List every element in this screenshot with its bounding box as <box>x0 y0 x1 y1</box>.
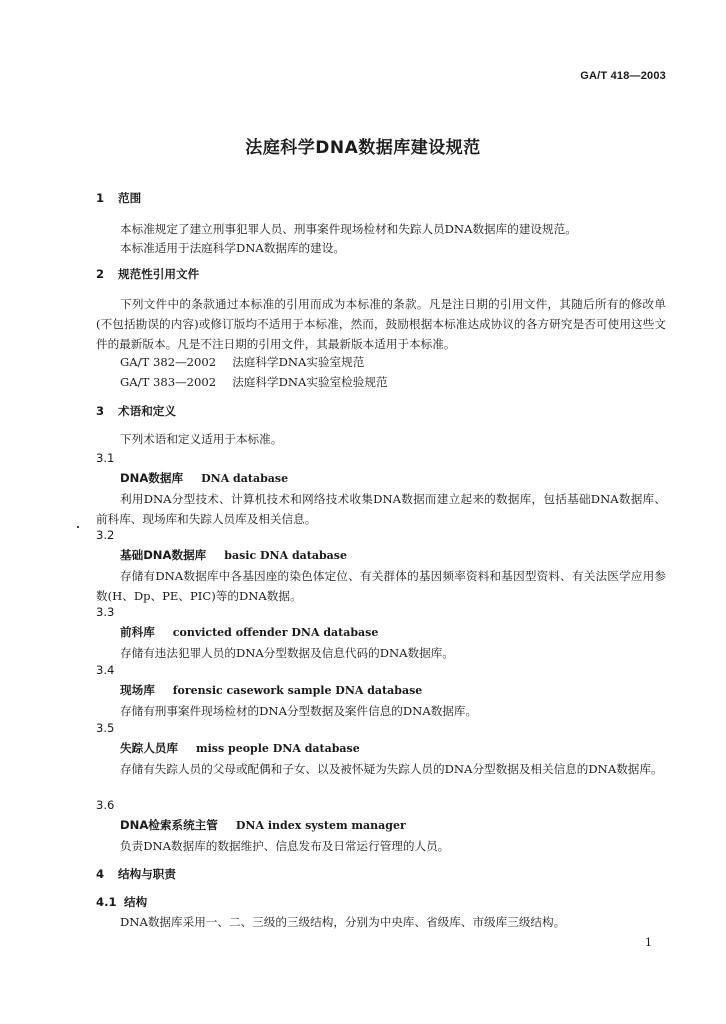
section-number: 2 <box>96 267 105 281</box>
section-number: 1 <box>96 191 105 205</box>
paragraph: 下列文件中的条款通过本标准的引用而成为本标准的条款。凡是注日期的引用文件，其随后所有的修改单(不包括勘误的内容)或修订版均不适用于本标准，然而，鼓励根据本标准达成协议的各方研究是否可使用这些文件的最新版本。凡是不注日期的引用文件，其最新版本适用于本标准。 <box>96 297 666 351</box>
section-title: 结构与职责 <box>118 867 176 881</box>
definition: 存储有刑事案件现场检材的DNA分型数据及案件信息的DNA数据库。 <box>120 704 478 718</box>
clause-number: 3.6 <box>96 798 115 812</box>
reference-item <box>120 374 388 390</box>
section-title: 结构 <box>124 895 148 909</box>
term-en: DNA index system manager <box>235 819 406 832</box>
clause-number: 3.1 <box>96 451 115 465</box>
clause-number: 3.4 <box>96 663 115 677</box>
section-3-heading <box>96 403 176 419</box>
definition: 存储有失踪人员的父母或配偶和子女、以及被怀疑为失踪人员的DNA分型数据及相关信息的DNA数据库。 <box>120 762 663 776</box>
definition: 存储有违法犯罪人员的DNA分型数据及信息代码的DNA数据库。 <box>120 646 454 660</box>
paragraph: 本标准规定了建立刑事犯罪人员、刑事案件现场检材和失踪人员DNA数据库的建设规范。 <box>120 222 577 236</box>
term-en: DNA database <box>201 472 289 485</box>
term-en: forensic casework sample DNA database <box>172 684 423 697</box>
term-cn: 基础DNA数据库 <box>120 548 207 562</box>
term-cn: DNA数据库 <box>120 471 184 485</box>
reference-item <box>120 354 364 370</box>
term-heading <box>120 682 422 698</box>
definition: 利用DNA分型技术、计算机技术和网络技术收集DNA数据而建立起来的数据库，包括基础DNA数据库、前科库、现场库和失踪人员库及相关信息。 <box>96 492 666 526</box>
term-heading <box>120 624 378 640</box>
clause-number: 3.5 <box>96 721 115 735</box>
section-4-heading <box>96 866 176 882</box>
scan-mark <box>77 526 79 528</box>
term-en: convicted offender DNA database <box>172 626 379 639</box>
section-title: 术语和定义 <box>118 404 176 418</box>
reference-code: GA/T 383—2002 <box>120 375 217 389</box>
standard-code: GA/T 418—2003 <box>580 70 666 82</box>
term-en: basic DNA database <box>224 549 347 562</box>
reference-code: GA/T 382—2002 <box>120 355 217 369</box>
section-title: 范围 <box>118 191 142 205</box>
reference-title: 法庭科学DNA实验室检验规范 <box>232 375 388 389</box>
section-title: 规范性引用文件 <box>118 267 200 281</box>
term-cn: 现场库 <box>120 683 155 697</box>
term-cn: 失踪人员库 <box>120 741 178 755</box>
paragraph: DNA数据库采用一、二、三级的三级结构，分别为中央库、省级库、市级库三级结构。 <box>120 915 566 929</box>
term-heading <box>120 740 360 756</box>
clause-number: 3.2 <box>96 528 115 542</box>
document-title: 法庭科学DNA数据库建设规范 <box>245 138 481 158</box>
term-heading <box>120 470 288 486</box>
paragraph: 下列术语和定义适用于本标准。 <box>120 432 283 446</box>
section-2-heading <box>96 266 199 282</box>
term-en: miss people DNA database <box>195 742 360 755</box>
clause-number: 3.3 <box>96 605 115 619</box>
paragraph: 本标准适用于法庭科学DNA数据库的建设。 <box>120 241 345 255</box>
subsection-4-1-heading <box>96 894 147 910</box>
page-number: 1 <box>645 936 652 949</box>
term-cn: 前科库 <box>120 625 155 639</box>
section-number: 3 <box>96 404 105 418</box>
term-cn: DNA检索系统主管 <box>120 818 218 832</box>
term-heading <box>120 817 406 833</box>
section-number: 4 <box>96 867 105 881</box>
term-heading <box>120 547 347 563</box>
reference-title: 法庭科学DNA实验室规范 <box>232 355 365 369</box>
definition: 负责DNA数据库的数据维护、信息发布及日常运行管理的人员。 <box>120 839 450 853</box>
definition: 存储有DNA数据库中各基因座的染色体定位、有关群体的基因频率资料和基因型资料、有关法医学应用参数(H、Dp、PE、PIC)等的DNA数据。 <box>96 569 666 603</box>
section-number: 4.1 <box>96 895 117 909</box>
section-1-heading <box>96 190 141 206</box>
